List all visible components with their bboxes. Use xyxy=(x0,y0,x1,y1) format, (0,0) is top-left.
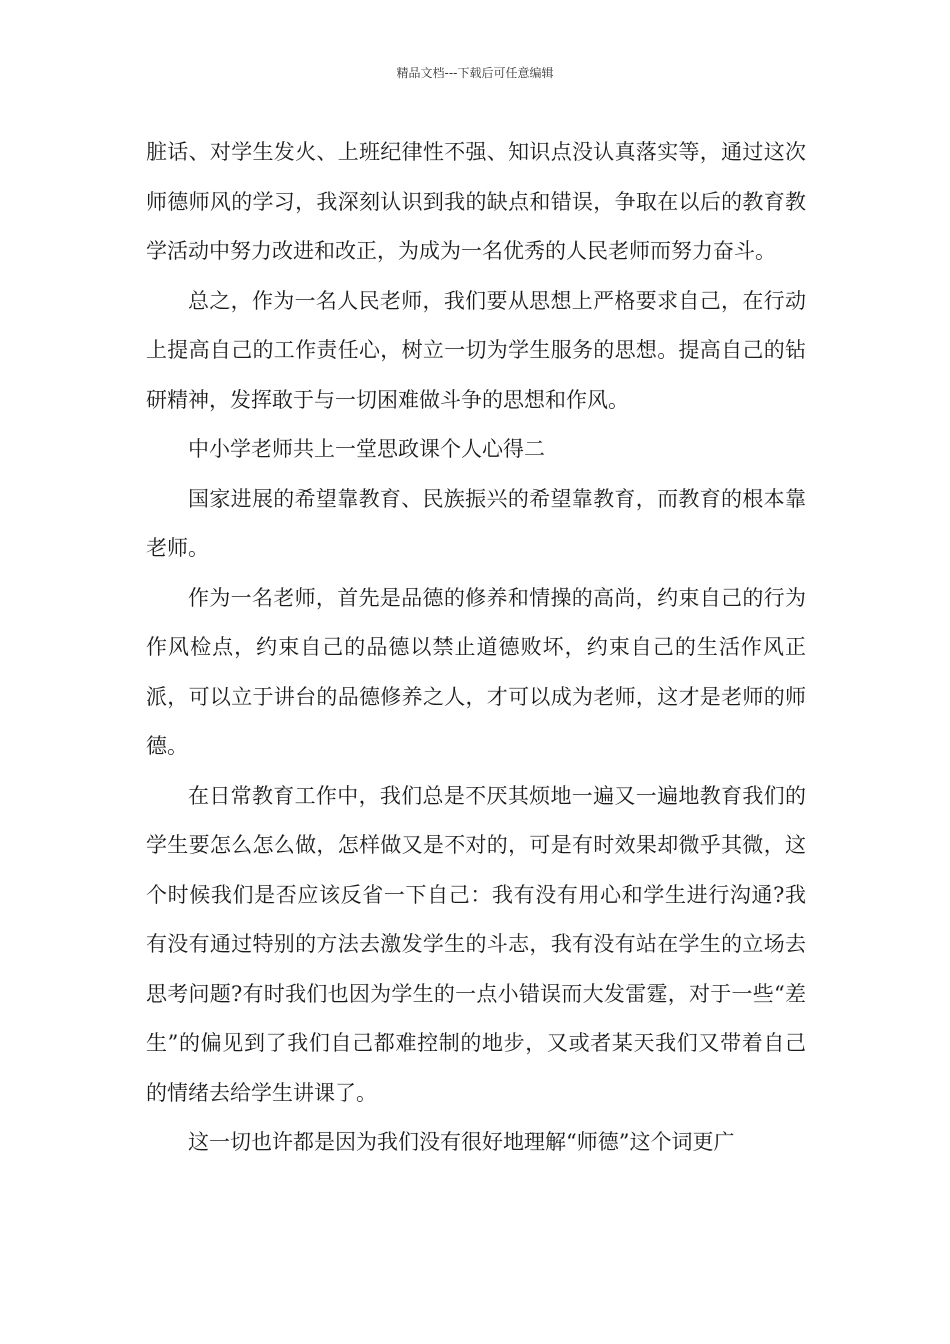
paragraph-conclusion: 总之，作为一名人民老师，我们要从思想上严格要求自己，在行动上提高自己的工作责任心，树立一切为学生服务的思想。提高自己的钻研精神，发挥敢于与一切困难做斗争的思想和作风。 xyxy=(146,288,806,412)
paragraph: 这一切也许都是因为我们没有很好地理解“师德”这个词更广 xyxy=(188,1130,735,1154)
paragraph: 作为一名老师，首先是品德的修养和情操的高尚，约束自己的行为作风检点，约束自己的品德以禁止道德败坏，约束自己的生活作风正派，可以立于讲台的品德修养之人，才可以成为老师，这才是老师的师德。 xyxy=(146,585,806,758)
paragraph-continuation: 脏话、对学生发火、上班纪律性不强、知识点没认真落实等，通过这次师德师风的学习，我深刻认识到我的缺点和错误，争取在以后的教育教学活动中努力改进和改正，为成为一名优秀的人民老师而努力奋斗。 xyxy=(146,140,806,263)
document-body xyxy=(146,128,806,1168)
section-heading: 中小学老师共上一堂思政课个人心得二 xyxy=(188,437,545,461)
paragraph: 在日常教育工作中，我们总是不厌其烦地一遍又一遍地教育我们的学生要怎么怎么做，怎样做又是不对的，可是有时效果却微乎其微，这个时候我们是否应该反省一下自己：我有没有用心和学生进行沟通?我有没有通过特别的方法去激发学生的斗志，我有没有站在学生的立场去思考问题?有时我们也因为学生的一点小错误而大发雷霆，对于一些“差生”的偏见到了我们自己都难控制的地步，又或者某天我们又带着自己的情绪去给学生讲课了。 xyxy=(146,783,806,1105)
paragraph: 国家进展的希望靠教育、民族振兴的希望靠教育，而教育的根本靠老师。 xyxy=(146,486,806,560)
page-header: 精品文档---下载后可任意编辑 xyxy=(396,66,554,80)
